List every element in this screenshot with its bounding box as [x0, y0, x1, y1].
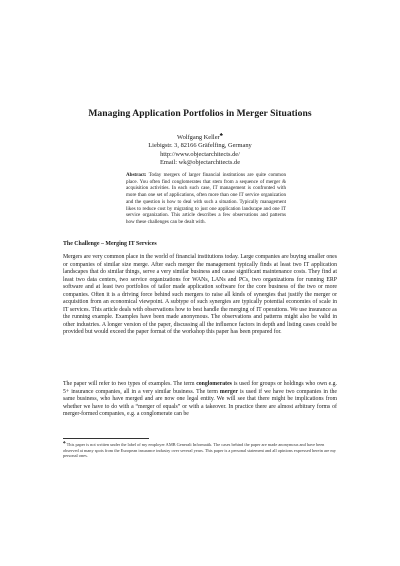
- term-conglomerates: conglomerates: [196, 381, 232, 387]
- author-line: [0, 134, 400, 142]
- footnote: [63, 439, 337, 459]
- body-paragraph-1: Mergers are very common place in the world of financial institutions today. Large companies are buying smaller ones or companies of similar size merge. After each merger the management typically finds at least two IT application landscapes that do similar things, serve a very similar business and cause significant maintenance costs. They find at least two data centers, two service organizations for WANs, LANs and PCs, two organizations for running ERP software and at least two portfolios of tailor made application software for the core business of the two or more companies. Often it is a driving force behind such mergers to raise all kinds of synergies that justify the merger or acquisition from an economical viewpoint. A subtype of such synergies are typically potential economies of scale in IT services. This article deals with observations how to best handle the merging of IT operations. We use insurance as the running example. Examples have been made anonymous. The observations and patterns might also be valid in other industries. A longer version of the paper, discussing all the influence factors in depth and listing cases could be provided but would exceed the paper format of the workshop this paper has been prepared for.: [63, 254, 337, 336]
- para2-text-b: is used for groups or holdings who own e.g. 5+ insurance companies, all in a very similar business. The term: [63, 381, 337, 395]
- footnote-mark: ♣: [63, 439, 66, 445]
- abstract: [126, 172, 286, 226]
- para2-text-a: The paper will refer to two types of examples. The term: [63, 381, 197, 387]
- author-name: Wolfgang Keller: [177, 134, 220, 141]
- para2-text-c: is used if we have two companies in the same business, who have merged and are now one legal entity. We will see that there might be implications from whether we have to do with a “merger of equals” or with a takeover. In practice there are almost arbitrary forms of merger-formed companies, e.g. a conglomerate can be: [63, 388, 337, 418]
- section-heading: The Challenge – Merging IT Services: [63, 241, 157, 247]
- term-merger: merger: [219, 388, 238, 395]
- abstract-label: Abstract:: [126, 172, 147, 178]
- author-block: [0, 134, 400, 168]
- paper-title: Managing Application Portfolios in Merger Situations: [88, 108, 312, 119]
- author-email[interactable]: Email: wk@objectarchitects.de: [159, 159, 241, 167]
- author-url[interactable]: http://www.objectarchitects.de/: [160, 150, 240, 158]
- footnote-rule: [63, 438, 149, 439]
- footnote-text: This paper is not written under the label of my employer AMB Generali Informatik. The cases behind the paper are made anonymous and have been observed at many spots from the European insurance industry over several years. This paper is a personal statement and all opinions expressed herein are my personal ones.: [63, 442, 336, 458]
- body-paragraph-2: [63, 381, 337, 419]
- author-address: Liebigstr. 3, 82166 Gräfelfing, Germany: [148, 142, 252, 150]
- abstract-text: Today mergers of larger financial institutions are quite common place. You often find conglomerates that stem from a sequence of merger & acquisition activities. In each such case, IT management is confronted with more than one set of applications, often more than one IT service organization and the question is how to deal with such a situation. Typically management likes to reduce cost by migrating to just one application landscape and one IT service organization. This article describes a few observations and patterns how these challenges can be dealt with.: [126, 172, 286, 225]
- author-footnote-mark: ♣: [219, 132, 223, 138]
